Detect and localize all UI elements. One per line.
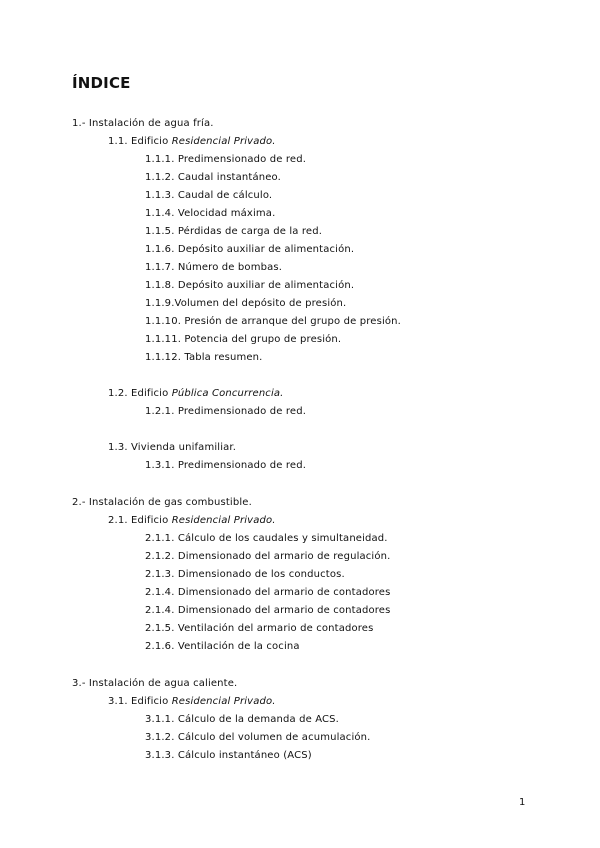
toc-item: 2.1.4. Dimensionado del armario de contadores: [145, 587, 391, 598]
toc-section-1: 1.- Instalación de agua fría.: [72, 118, 214, 129]
toc-item: 2.1.3. Dimensionado de los conductos.: [145, 569, 345, 580]
toc-subsection-1-3: [108, 441, 236, 455]
toc-item: 1.1.8. Depósito auxiliar de alimentación.: [145, 280, 355, 291]
toc-item: 2.1.4. Dimensionado del armario de contadores: [145, 605, 391, 616]
toc-item: 1.1.2. Caudal instantáneo.: [145, 172, 281, 183]
toc-subsection-prefix: 1.1. Edificio: [108, 136, 172, 147]
toc-subsection-1-1: [108, 135, 276, 149]
toc-item: 1.1.5. Pérdidas de carga de la red.: [145, 226, 323, 237]
toc-subsection-3-1: [108, 695, 276, 709]
toc-subsection-1-2: [108, 387, 284, 401]
toc-item: 1.1.7. Número de bombas.: [145, 262, 283, 273]
toc-item: 2.1.5. Ventilación del armario de contadores: [145, 623, 374, 634]
toc-subsection-name: Residencial Privado.: [171, 136, 276, 147]
toc-item: 1.1.4. Velocidad máxima.: [145, 208, 276, 219]
toc-item: 1.1.9.Volumen del depósito de presión.: [145, 298, 347, 309]
toc-subsection-prefix: 2.1. Edificio: [108, 515, 172, 526]
toc-item: 3.1.3. Cálculo instantáneo (ACS): [145, 750, 312, 761]
toc-item: 1.2.1. Predimensionado de red.: [145, 406, 307, 417]
toc-item: 1.3.1. Predimensionado de red.: [145, 460, 307, 471]
toc-subsection-name: Pública Concurrencia.: [171, 388, 284, 399]
toc-section-3: 3.- Instalación de agua caliente.: [72, 678, 238, 689]
toc-subsection-name: Residencial Privado.: [171, 515, 276, 526]
toc-subsection-2-1: [108, 514, 276, 528]
toc-item: 1.1.10. Presión de arranque del grupo de presión.: [145, 316, 401, 327]
toc-item: 2.1.6. Ventilación de la cocina: [145, 641, 300, 652]
toc-item: 1.1.12. Tabla resumen.: [145, 352, 263, 363]
page-number: 1: [519, 797, 526, 808]
toc-subsection-prefix: 1.3. Vivienda unifamiliar.: [108, 442, 237, 453]
toc-item: 1.1.11. Potencia del grupo de presión.: [145, 334, 342, 345]
toc-item: 1.1.6. Depósito auxiliar de alimentación.: [145, 244, 355, 255]
toc-subsection-prefix: 3.1. Edificio: [108, 696, 172, 707]
toc-section-2: 2.- Instalación de gas combustible.: [72, 497, 252, 508]
toc-item: 2.1.2. Dimensionado del armario de regulación.: [145, 551, 391, 562]
toc-item: 3.1.1. Cálculo de la demanda de ACS.: [145, 714, 339, 725]
toc-item: 3.1.2. Cálculo del volumen de acumulación.: [145, 732, 371, 743]
toc-subsection-name: Residencial Privado.: [171, 696, 276, 707]
toc-item: 1.1.1. Predimensionado de red.: [145, 154, 307, 165]
toc-subsection-prefix: 1.2. Edificio: [108, 388, 172, 399]
toc-item: 1.1.3. Caudal de cálculo.: [145, 190, 273, 201]
page-title: ÍNDICE: [72, 74, 131, 92]
toc-item: 2.1.1. Cálculo de los caudales y simultaneidad.: [145, 533, 388, 544]
